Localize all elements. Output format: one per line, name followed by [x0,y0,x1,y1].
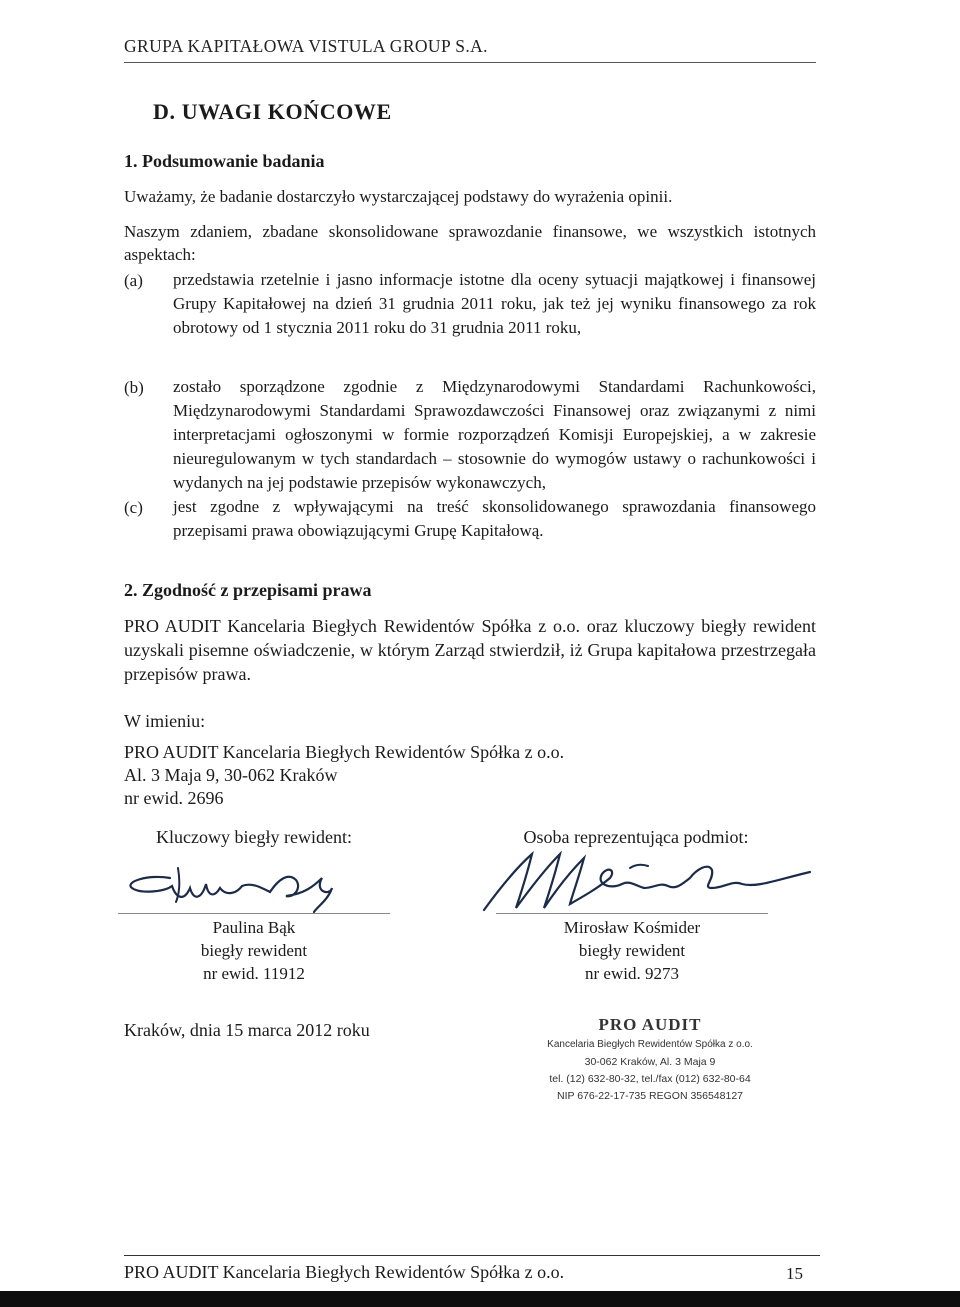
company-stamp [490,1014,810,1104]
auditor-registration: nr ewid. 2696 [124,788,224,808]
list-item-label-a: (a) [124,271,143,290]
signature-paulina-bak-icon [118,858,378,914]
footer-company-name: PRO AUDIT Kancelaria Biegłych Rewidentów Spółka z o.o. [124,1262,565,1282]
compliance-paragraph: PRO AUDIT Kancelaria Biegłych Rewidentów Spółka z o.o. oraz kluczowy biegły rewident uzyskali pisemne oświadczenie, w którym Zarząd stwierdził, iż Grupa kapitałowa przestrzegała przepisów prawa. [124,616,816,684]
stamp-line-1: Kancelaria Biegłych Rewidentów Spółka z o.o. [547,1039,753,1050]
summary-heading: 1. Podsumowanie badania [124,151,325,171]
left-signer-title: biegły rewident [200,941,308,960]
page-number: 15 [786,1264,803,1283]
list-item-label-c: (c) [124,498,143,517]
right-signer-name: Mirosław Kośmider [563,918,701,937]
auditor-company-name: PRO AUDIT Kancelaria Biegłych Rewidentów Spółka z o.o. [124,742,565,762]
left-signature-line [118,913,390,914]
left-signer-name: Paulina Bąk [212,918,296,937]
place-and-date: Kraków, dnia 15 marca 2012 roku [124,1020,370,1040]
left-signature-role: Kluczowy biegły rewident: [156,827,352,847]
footer-divider [124,1255,820,1256]
stamp-company-name: PRO AUDIT [598,1015,702,1034]
list-item-text-b: zostało sporządzone zgodnie z Międzynarodowymi Standardami Rachunkowości, Międzynarodowymi Standardami Sprawozdawczości Finansowej oraz związanymi z nimi interpretacjami ogłoszonymi w formie rozporządzeń Komisji Europejskiej, a w zakresie nieuregulowanym w tych standardach – stosownie do wymogów ustawy o rachunkowości i wydanych na jej podstawie przepisów wykonawczych, [173,377,816,492]
list-item-text-a: przedstawia rzetelnie i jasno informacje istotne dla oceny sytuacji majątkowej i finansowej Grupy Kapitałowej na dzień 31 grudnia 2011 roku, jak też jej wyniku finansowego za rok obrotowy od 1 stycznia 2011 roku do 31 grudnia 2011 roku, [173,270,816,337]
compliance-heading: 2. Zgodność z przepisami prawa [124,580,372,600]
summary-paragraph-2: Naszym zdaniem, zbadane skonsolidowane sprawozdanie finansowe, we wszystkich istotnych aspektach: [124,222,816,264]
stamp-line-2: 30-062 Kraków, Al. 3 Maja 9 [584,1056,716,1068]
summary-paragraph-1: Uważamy, że badanie dostarczyło wystarczającej podstawy do wyrażenia opinii. [124,187,673,206]
page-header: GRUPA KAPITAŁOWA VISTULA GROUP S.A. [124,36,816,63]
right-signer-registration: nr ewid. 9273 [585,964,679,983]
scan-bottom-edge [0,1291,960,1307]
right-signature-role: Osoba reprezentująca podmiot: [523,827,749,847]
on-behalf-label: W imieniu: [124,711,206,731]
left-signer-registration: nr ewid. 11912 [203,964,305,983]
stamp-line-3: tel. (12) 632-80-32, tel./fax (012) 632-80-64 [549,1073,751,1085]
auditor-address: Al. 3 Maja 9, 30-062 Kraków [124,765,338,785]
list-item-text-c: jest zgodne z wpływającymi na treść skonsolidowanego sprawozdania finansowego przepisami prawa obowiązującymi Grupę Kapitałową. [173,497,816,540]
right-signature-line [496,913,768,914]
signature-miroslaw-kosmider-icon [476,848,816,916]
stamp-line-4: NIP 676-22-17-735 REGON 356548127 [556,1090,743,1102]
right-signer-title: biegły rewident [578,941,686,960]
list-item-label-b: (b) [124,378,144,397]
section-title: D. UWAGI KOŃCOWE [153,99,392,124]
